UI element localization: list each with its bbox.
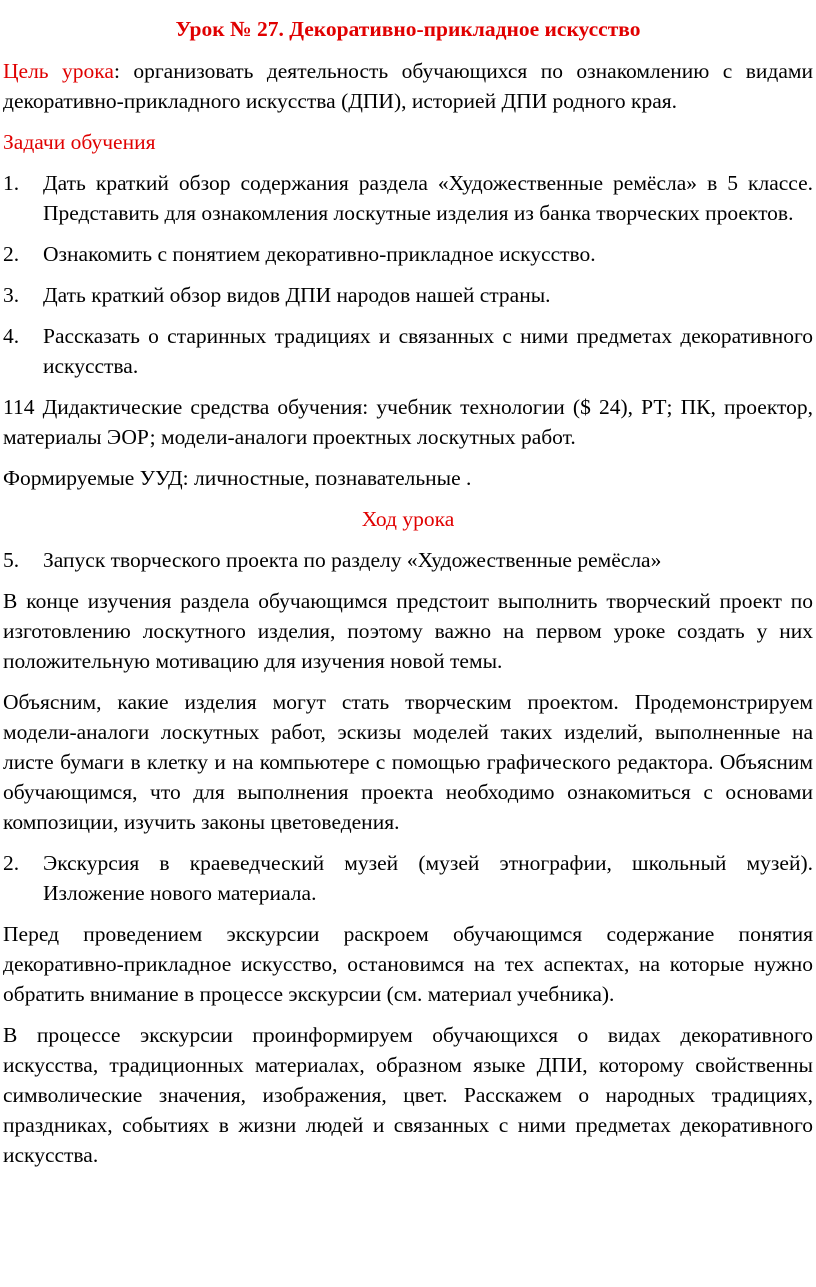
list-text: Ознакомить с понятием декоративно-прикладное искусство. bbox=[43, 242, 596, 266]
lesson-title: Урок № 27. Декоративно-прикладное искусство bbox=[175, 17, 641, 41]
tasks-heading: Задачи обучения bbox=[3, 130, 156, 154]
list-item bbox=[3, 239, 813, 269]
list-text: Экскурсия в краеведческий музей (музей этнографии, школьный музей). Изложение нового материала. bbox=[43, 851, 813, 905]
goal-label: Цель урока bbox=[3, 59, 114, 83]
paragraph-during-excursion: В процессе экскурсии проинформируем обучающихся о видах декоративного искусства, традиционных материалах, образном языке ДПИ, которому свойственны символические значения, изображения, цвет. Расскажем о народных традициях, праздниках, событиях в жизни людей и связанных с ними предметах декоративного искусства. bbox=[3, 1023, 813, 1167]
list-number: 4. bbox=[3, 324, 20, 348]
list-number: 5. bbox=[3, 548, 20, 572]
lesson-goal bbox=[3, 56, 813, 116]
course-heading: Ход урока bbox=[361, 507, 455, 531]
list-text: Рассказать о старинных традициях и связанных с ними предметах декоративного искусства. bbox=[43, 324, 813, 378]
paragraph-before-excursion: Перед проведением экскурсии раскроем обучающимся содержание понятия декоративно-прикладное искусство, остановимся на тех аспектах, на которые нужно обратить внимание в процессе экскурсии (см. материал учебника). bbox=[3, 922, 813, 1006]
didactic-means: 114 Дидактические средства обучения: учебник технологии ($ 24), РТ; ПК, проектор, материалы ЭОР; модели-аналоги проектных лоскутных работ. bbox=[3, 395, 813, 449]
list-number: 2. bbox=[3, 242, 20, 266]
list-text: Дать краткий обзор видов ДПИ народов нашей страны. bbox=[43, 283, 551, 307]
step5-list bbox=[3, 545, 813, 575]
goal-text: : организовать деятельность обучающихся по ознакомлению с видами декоративно-прикладного искусства (ДПИ), историей ДПИ родного края. bbox=[3, 59, 813, 113]
list-number: 1. bbox=[3, 171, 20, 195]
list-text: Запуск творческого проекта по разделу «Художественные ремёсла» bbox=[43, 548, 662, 572]
paragraph-explain: Объясним, какие изделия могут стать творческим проектом. Продемонстрируем модели-аналоги лоскутных работ, эскизы моделей таких изделий, выполненные на листе бумаги в клетку и на компьютере с помощью графического редактора. Объясним обучающимся, что для выполнения проекта необходимо ознакомиться с основами композиции, изучить законы цветоведения. bbox=[3, 690, 813, 834]
list-item bbox=[3, 848, 813, 908]
step2-list bbox=[3, 848, 813, 908]
list-item bbox=[3, 321, 813, 381]
tasks-list bbox=[3, 168, 813, 381]
uud-paragraph: Формируемые УУД: личностные, познавательные . bbox=[3, 466, 472, 490]
list-number: 3. bbox=[3, 283, 20, 307]
list-text: Дать краткий обзор содержания раздела «Художественные ремёсла» в 5 классе. Представить для ознакомления лоскутные изделия из банка творческих проектов. bbox=[43, 171, 813, 225]
list-number: 2. bbox=[3, 851, 20, 875]
list-item bbox=[3, 545, 813, 575]
list-item bbox=[3, 280, 813, 310]
paragraph-motivation: В конце изучения раздела обучающимся предстоит выполнить творческий проект по изготовлению лоскутного изделия, поэтому важно на первом уроке создать у них положительную мотивацию для изучения новой темы. bbox=[3, 589, 813, 673]
list-item bbox=[3, 168, 813, 228]
